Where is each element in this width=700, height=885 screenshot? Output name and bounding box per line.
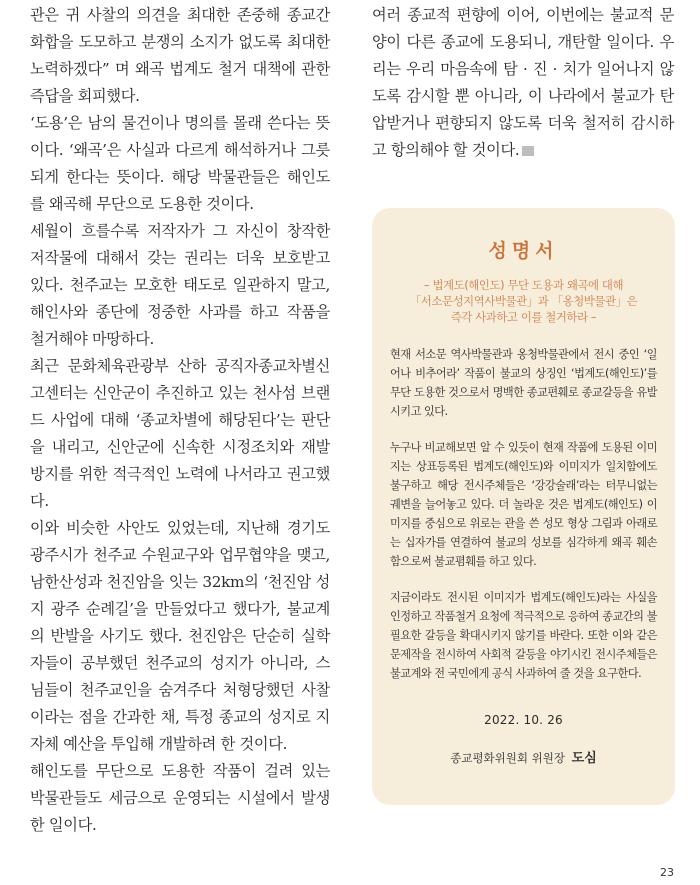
page-number: 23: [660, 866, 674, 879]
body-paragraph: 해인도를 무단으로 도용한 작품이 걸려 있는 박물관들도 세금으로 운영되는 시설에서 발생한 일이다.: [30, 762, 330, 834]
statement-subtitle: [390, 277, 657, 325]
body-paragraph-closing: [372, 2, 674, 164]
statement-paragraph: 누구나 비교해보면 알 수 있듯이 현재 작품에 도용된 이미지는 상표등록된 법계도(해인도)와 이미지가 일치함에도 불구하고 해당 전시주체들은 ‘강강술래’라는 터무니없는 궤변을 늘어놓고 있다. 더 놀라운 것은 법계도(해인도) 이미지를 중심으로 위로는 관을 쓴 성모 형상 그림과 아래로는 십자가를 연결하여 불교의 성보를 심각하게 왜곡 훼손함으로써 불교폄훼를 하고 있다.: [390, 441, 657, 568]
body-text-right-column: [372, 2, 674, 164]
body-text-left-column: [30, 2, 330, 839]
signer-organization: 종교평화위원회 위원장: [450, 751, 565, 765]
statement-subtitle-line: – 법계도(해인도) 무단 도용과 왜곡에 대해: [423, 278, 624, 292]
statement-paragraph: 지금이라도 전시된 이미지가 법계도(해인도)라는 사실을 인정하고 작품철거 요청에 적극적으로 응하여 종교간의 불필요한 갈등을 확대시키지 않기를 바란다. 또한 이와 같은 문제작을 전시하여 사회적 갈등을 야기시킨 전시주체들은 불교계와 전 국민에게 공식 사과하여 줄 것을 요구한다.: [390, 591, 657, 680]
statement-paragraph: 현재 서소문 역사박물관과 옹청박물관에서 전시 중인 ‘일어나 비추어라’ 작품이 불교의 상징인 ‘법계도(해인도)’를 무단 도용한 것으로서 명백한 종교편훼로 종교갈등을 유발시키고 있다.: [390, 348, 657, 418]
statement-subtitle-line: 「서소문성지역사박물관」과 「옹청박물관」은: [409, 294, 638, 308]
body-paragraph: ‘도용’은 남의 물건이나 명의를 몰래 쓴다는 뜻이다. ‘왜곡’은 사실과 다르게 해석하거나 그릇되게 한다는 뜻이다. 해당 박물관들은 해인도를 왜곡해 무단으로 도용한 것이다.: [30, 114, 330, 213]
statement-title: 성명서: [488, 240, 559, 262]
signer-name: 도심: [571, 751, 597, 766]
closing-text: 여러 종교적 편향에 이어, 이번에는 불교적 문양이 다른 종교에 도용되니, 개탄할 일이다. 우리는 우리 마음속에 탐 · 진 · 치가 일어나지 않도록 감시할 뿐 아니라, 이 나라에서 불교가 탄압받거나 편향되지 않도록 더욱 철저히 감시하고 항의해야 할 것이다.: [372, 6, 674, 159]
statement-signature: [390, 747, 657, 766]
end-of-article-mark: [522, 146, 534, 156]
body-paragraph: 관은 귀 사찰의 의견을 최대한 존중해 종교간 화합을 도모하고 분쟁의 소지가 없도록 최대한 노력하겠다” 며 왜곡 법계도 철거 대책에 관한 즉답을 회피했다.: [30, 6, 330, 105]
body-paragraph: 세월이 흐를수록 저작자가 그 자신이 창작한 저작물에 대해서 갖는 권리는 더욱 보호받고 있다. 천주교는 모호한 태도로 일관하지 말고, 해인사와 종단에 정중한 사과를 하고 작품을 철거해야 마땅하다.: [30, 222, 330, 348]
statement-box: [372, 208, 675, 805]
statement-date: 2022. 10. 26: [484, 713, 563, 727]
body-paragraph: 최근 문화체육관광부 산하 공직자종교차별신고센터는 신안군이 추진하고 있는 천사섬 브랜드 사업에 대해 ‘종교차별에 해당된다’는 판단을 내리고, 신안군에 신속한 시정조치와 재발 방지를 위한 적극적인 노력에 나서라고 권고했다.: [30, 357, 330, 510]
body-paragraph: 이와 비슷한 사안도 있었는데, 지난해 경기도 광주시가 천주교 수원교구와 업무협약을 맺고, 남한산성과 천진암을 잇는 32km의 ‘천진암 성지 광주 순례길’을 만들었다고 했다가, 불교계의 반발을 사기도 했다. 천진암은 단순히 실학자들이 공부했던 천주교의 성지가 아니라, 스님들이 천주교인을 숨겨주다 처형당했던 사찰이라는 점을 간과한 채, 특정 종교의 성지로 지자체 예산을 투입해 개발하려 한 것이다.: [30, 519, 330, 753]
statement-subtitle-line: 즉각 사과하고 이를 철거하라 –: [450, 310, 597, 324]
